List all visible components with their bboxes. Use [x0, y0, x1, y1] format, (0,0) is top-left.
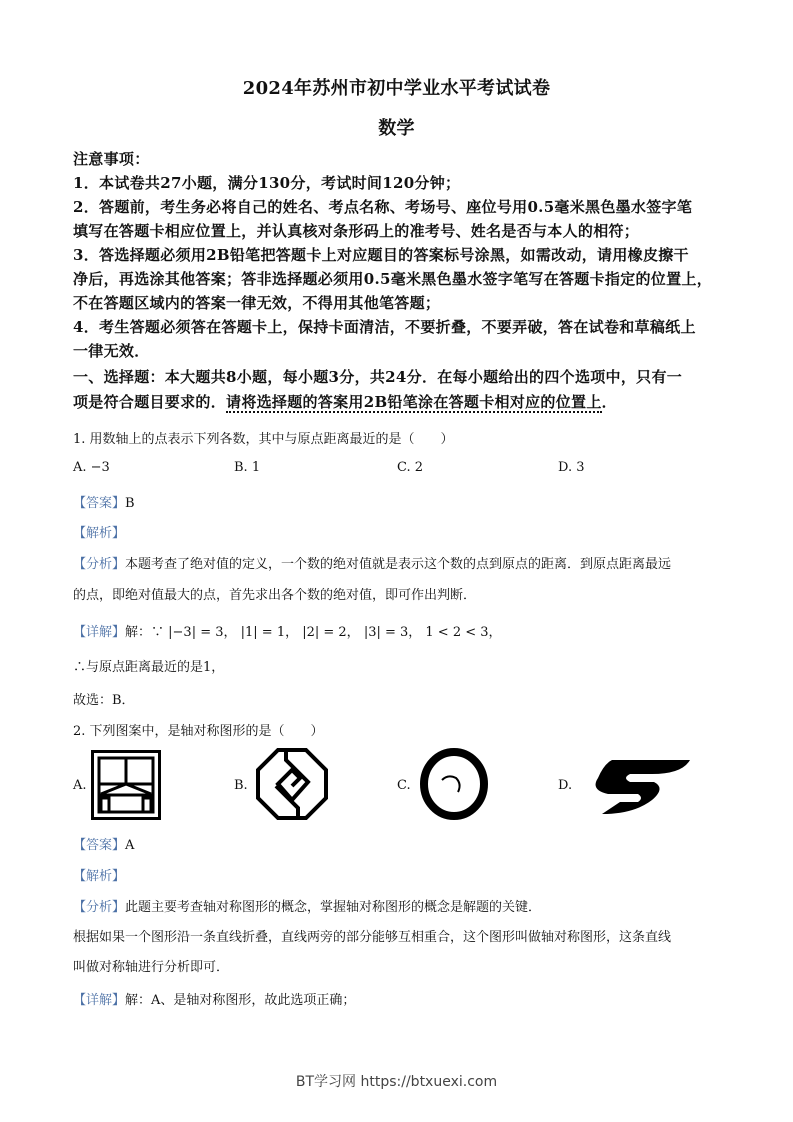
q1-option-d: D. 3: [558, 460, 585, 475]
figure-d-icon: [582, 752, 692, 818]
q2-option-d: D.: [558, 778, 573, 793]
q2-option-b: B.: [234, 778, 248, 793]
notice-line: 4．考生答题必须答在答题卡上，保持卡面清洁，不要折叠，不要弄破，答在试卷和草稿纸上: [73, 318, 696, 336]
notice-line: 净后，再选涂其他答案；答非选择题必须用0.5毫米黑色墨水签字笔写在答题卡指定的位置上，: [73, 270, 712, 288]
notice-line: 3．答选择题必须用2B铅笔把答题卡上对应题目的答案标号涂黑，如需改动，请用橡皮擦干: [73, 246, 689, 264]
section-heading: 一、选择题：本大题共8小题，每小题3分，共24分．在每小题给出的四个选项中，只有一: [73, 368, 683, 386]
figure-a-icon: [91, 750, 161, 820]
fenxi-text: 本题考查了绝对值的定义，一个数的绝对值就是表示这个数的点到原点的距离．到原点距离最远: [125, 557, 672, 572]
q2-fenxi-2: 根据如果一个图形沿一条直线折叠，直线两旁的部分能够互相重合，这个图形叫做轴对称图形，这条直线: [73, 930, 672, 945]
notice-line: 2．答题前，考生务必将自己的姓名、考点名称、考场号、座位号用0.5毫米黑色墨水签字笔: [73, 198, 693, 216]
answer-tag: 【答案】: [73, 838, 126, 853]
answer-value: A: [125, 838, 135, 853]
q1-answer: [73, 492, 135, 511]
notice-line: 一律无效．: [73, 342, 150, 360]
answer-tag: 【答案】: [73, 496, 126, 511]
q2-option-a: A.: [73, 778, 87, 793]
detail-tag: 【详解】: [73, 993, 126, 1008]
q2-detail: [73, 989, 355, 1008]
notice-line: 填写在答题卡相应位置上，并认真核对条形码上的准考号、姓名是否与本人的相符；: [73, 222, 640, 240]
q2-fenxi: [73, 896, 541, 915]
q1-stem: 1. 用数轴上的点表示下列各数，其中与原点距离最近的是（ ）: [73, 432, 454, 447]
q1-option-b: B. 1: [234, 460, 261, 475]
q1-analysis-tag: 【解析】: [73, 526, 126, 541]
notice-heading: 注意事项：: [73, 150, 150, 168]
emphasized-text: 请将选择题的答案用2B铅笔涂在答题卡相对应的位置上: [226, 393, 602, 411]
footer-link[interactable]: BT学习网 https://btxuexi.com: [295, 1074, 498, 1090]
section-heading-2: [73, 391, 617, 412]
q1-detail-2: ∴与原点距离最近的是1，: [73, 660, 225, 675]
q2-analysis-tag: 【解析】: [73, 869, 126, 884]
q2-fenxi-3: 叫做对称轴进行分析即可．: [73, 960, 230, 975]
detail-text: 解：A、是轴对称图形，故此选项正确；: [125, 993, 356, 1008]
detail-text: 解：∵ |−3| = 3， |1| = 1， |2| = 2， |3| = 3， 1 < 2 < 3，: [125, 625, 502, 640]
answer-value: B: [125, 496, 135, 511]
q1-option-c: C. 2: [397, 460, 424, 475]
q1-fenxi-2: 的点，即绝对值最大的点，首先求出各个数的绝对值，即可作出判断．: [73, 588, 477, 603]
page-title: 2024年苏州市初中学业水平考试试卷: [242, 78, 551, 99]
notice-line: 不在答题区域内的答案一律无效，不得用其他笔答题；: [73, 294, 441, 312]
q2-stem: 2. 下列图案中，是轴对称图形的是（ ）: [73, 724, 324, 739]
q2-answer: [73, 834, 134, 853]
fenxi-text: 此题主要考查轴对称图形的概念，掌握轴对称图形的概念是解题的关键．: [125, 900, 542, 915]
figure-b-icon: [256, 748, 328, 820]
subject-title: 数学: [378, 118, 415, 139]
q1-fenxi: [73, 553, 671, 572]
q1-detail: [73, 621, 502, 640]
q1-detail-3: 故选：B．: [73, 693, 135, 708]
section-text-end: ．: [601, 393, 617, 411]
figure-c-icon: [418, 748, 490, 820]
detail-tag: 【详解】: [73, 625, 126, 640]
section-text: 项是符合题目要求的．: [73, 393, 227, 411]
q1-option-a: A. −3: [73, 460, 110, 475]
fenxi-tag: 【分析】: [73, 900, 126, 915]
fenxi-tag: 【分析】: [73, 557, 126, 572]
q2-option-c: C.: [397, 778, 411, 793]
notice-line: 1．本试卷共27小题，满分130分，考试时间120分钟；: [73, 174, 461, 192]
